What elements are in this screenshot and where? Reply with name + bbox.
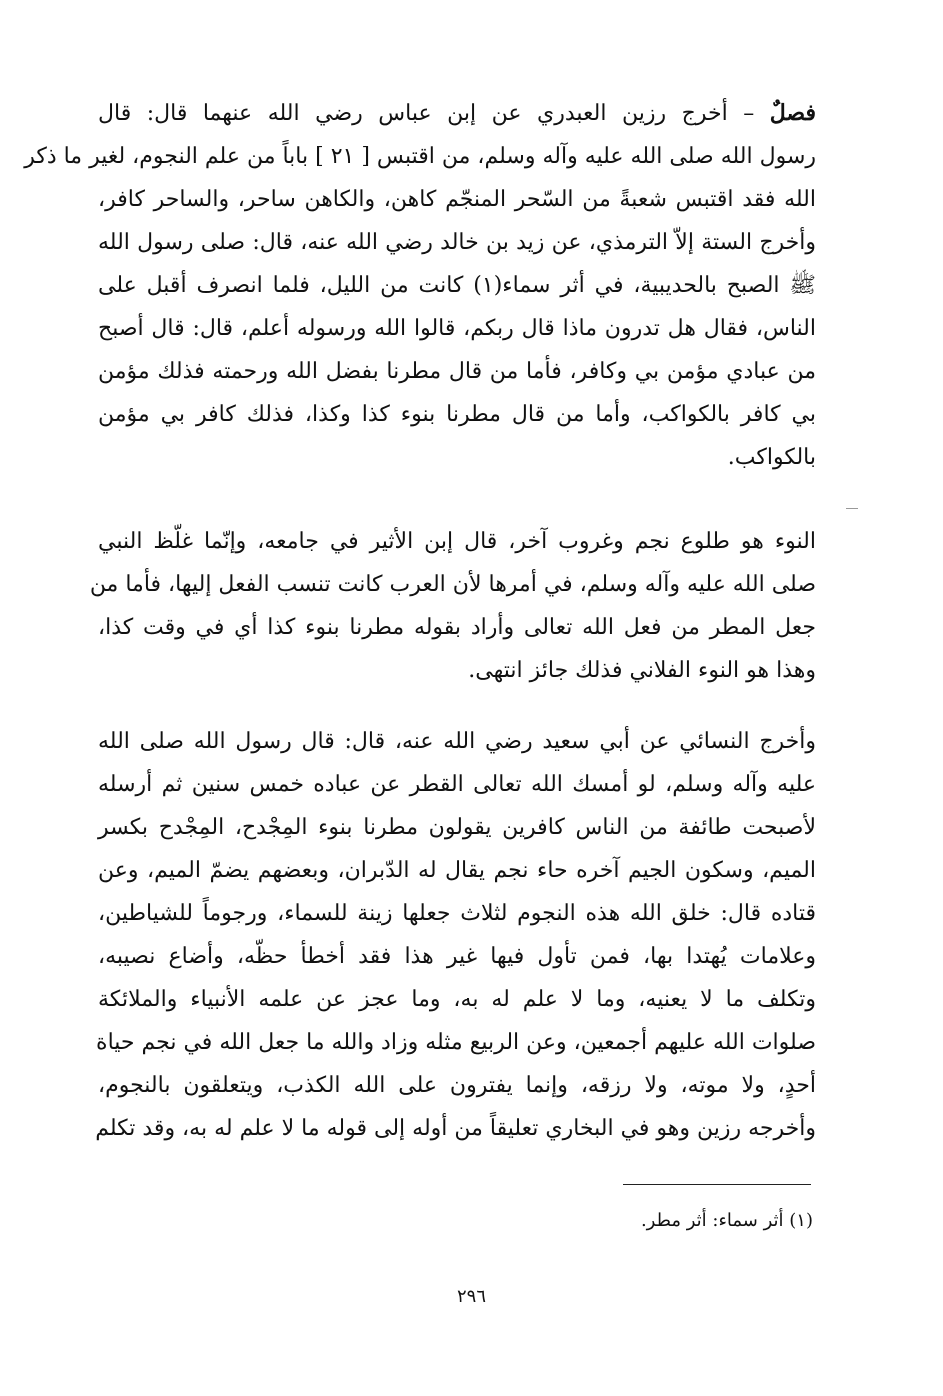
footnote: (١) أثر سماء: أثر مطر. bbox=[640, 1210, 813, 1231]
text-line: الميم، وسكون الجيم آخره حاء نجم يقال له الدّبران، وبعضهم يضمّ الميم، وعن bbox=[98, 858, 816, 883]
text-line: وأخرج الستة إلاّ الترمذي، عن زيد بن خالد رضي الله عنه، قال: صلى رسول الله bbox=[98, 230, 816, 255]
text-line: بي كافر بالكواكب، وأما من قال مطرنا بنوء كذا وكذا، فذلك كافر بي مؤمن bbox=[98, 402, 816, 427]
text-line: أحدٍ، ولا موته، ولا رزقه، وإنما يفترون على الله الكذب، ويتعلقون بالنجوم، bbox=[98, 1073, 816, 1098]
text-line: جعل المطر من فعل الله تعالى وأراد بقوله مطرنا بنوء كذا أي في وقت كذا، bbox=[98, 615, 816, 640]
text-line: صلى الله عليه وآله وسلم، في أمرها لأن العرب كانت تنسب الفعل إليها، فأما من bbox=[89, 572, 816, 597]
text-line: وهذا هو النوء الفلاني فذلك جائز انتهى. bbox=[468, 658, 816, 683]
page-number: ٢٩٦ bbox=[456, 1286, 486, 1307]
text-line: من عبادي مؤمن بي وكافر، فأما من قال مطرنا بفضل الله ورحمته فذلك مؤمن bbox=[98, 359, 816, 384]
section-heading: فصلٌ bbox=[769, 100, 816, 126]
text-line: ﷺ الصبح بالحديبية، في أثر سماء(١) كانت من الليل، فلما انصرف أقبل على bbox=[98, 273, 816, 298]
footnote-divider bbox=[623, 1184, 811, 1185]
margin-mark bbox=[846, 508, 858, 509]
text-line: وعلامات يُهتدا بها، فمن تأول فيها غير هذا فقد أخطأ حظّه، وأضاع نصيبه، bbox=[98, 944, 816, 969]
text-line: الله فقد اقتبس شعبةً من السّحر المنجّم كاهن، والكاهن ساحر، والساحر كافر، bbox=[98, 187, 816, 212]
text-line: صلوات الله عليهم أجمعين، وعن الربيع مثله وزاد والله ما جعل الله في نجم حياة bbox=[96, 1030, 816, 1055]
text-line: رسول الله صلى الله عليه وآله وسلم، من اقتبس [ ٢١ ] باباً من علم النجوم، لغير ما ذكر bbox=[24, 144, 816, 169]
paragraph-3 bbox=[95, 720, 816, 1150]
text-line: عليه وآله وسلم، لو أمسك الله تعالى القطر عن عباده خمس سنين ثم أرسله bbox=[98, 772, 816, 797]
text-line: بالكواكب. bbox=[727, 445, 816, 470]
paragraph-2 bbox=[89, 520, 816, 692]
text-line: الناس، فقال هل تدرون ماذا قال ربكم، قالوا الله ورسوله أعلم، قال: قال أصبح bbox=[98, 316, 816, 341]
text-line: وأخرج النسائي عن أبي سعيد رضي الله عنه، قال: قال رسول الله صلى الله bbox=[98, 729, 816, 754]
text-line: لأصبحت طائفة من الناس كافرين يقولون مطرنا بنوء المِجْدح، المِجْدح بكسر bbox=[98, 815, 816, 840]
text-line: فصلٌ – أخرج رزين العبدري عن إبن عباس رضي الله عنهما قال: قال bbox=[98, 100, 816, 126]
text-line: وتكلف ما لا يعنيه، وما لا علم له به، وما عجز عن علمه الأنبياء والملائكة bbox=[98, 987, 816, 1012]
paragraph-1 bbox=[24, 92, 816, 479]
text-line: النوء هو طلوع نجم وغروب آخر، قال إبن الأثير في جامعه، وإنّما غلّظ النبي bbox=[98, 529, 816, 554]
text-line: وأخرجه رزين وهو في البخاري تعليقاً من أوله إلى قوله ما لا علم له به، وقد تكلم bbox=[95, 1116, 816, 1141]
text-line: قتاده قال: خلق الله هذه النجوم لثلاث جعلها زينة للسماء، ورجوماً للشياطين، bbox=[98, 901, 816, 926]
